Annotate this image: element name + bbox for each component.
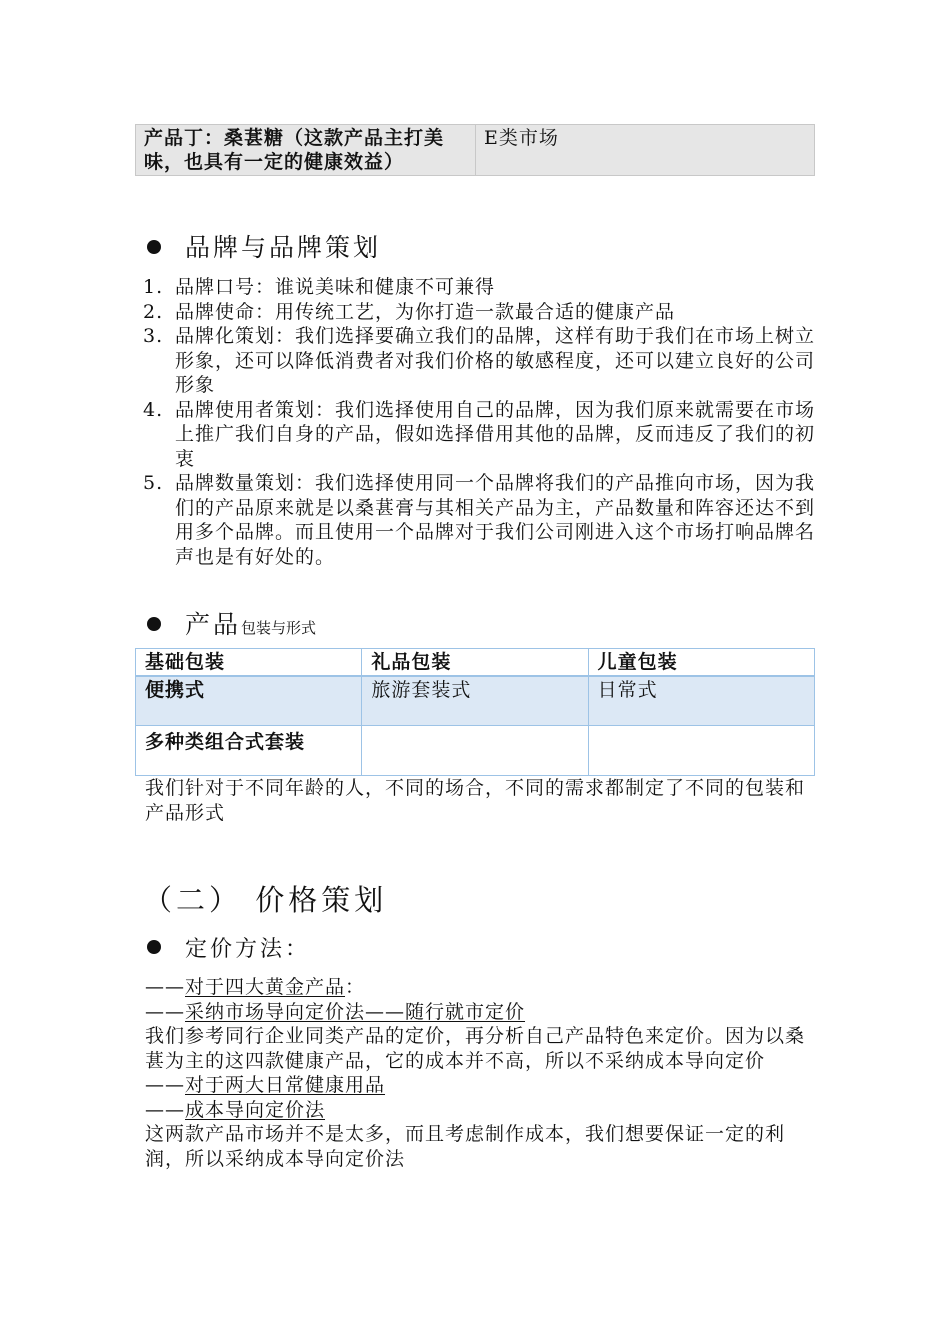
heading-text: 产品 [185,610,242,639]
table-cell [588,726,814,776]
list-number: 5. [143,472,164,494]
dash-prefix: —— [145,1000,185,1023]
heading-subtext: 包装与形式 [241,619,317,637]
packaging-section-heading [147,610,316,643]
pricing-details [145,975,815,1171]
product-market-table [135,124,815,176]
table-row [136,726,815,776]
list-item [143,275,823,300]
bullet-icon [147,940,161,954]
group1-label-text: 对于四大黄金产品 [185,976,346,998]
list-text: 品牌使用者策划：我们选择使用自己的品牌，因为我们原来就需要在市场上推广我们自身的产品，假如选择借用其他的品牌，反而违反了我们的初衷 [175,398,816,470]
column-header: 儿童包装 [588,649,814,677]
column-header: 礼品包装 [362,649,588,677]
list-number: 1. [143,276,164,298]
table-cell: 多种类组合式套装 [136,726,362,776]
group1-method-text: 采纳市场导向定价法——随行就市定价 [185,1000,526,1023]
brand-strategy-list [143,275,823,569]
product-name-cell: 产品丁：桑葚糖（这款产品主打美味，也具有一定的健康效益） [136,125,476,176]
bullet-icon [147,617,161,631]
packaging-table [135,648,815,776]
group1-text: 我们参考同行企业同类产品的定价，再分析自己产品特色来定价。因为以桑葚为主的这四款健康产品，它的成本并不高，所以不采纳成本导向定价 [145,1025,806,1072]
group2-method [145,1098,815,1123]
colon-suffix: ： [345,976,366,998]
price-section-title: （二） 价格策划 [143,883,388,917]
list-text: 品牌数量策划：我们选择使用同一个品牌将我们的产品推向市场，因为我们的产品原来就是以桑葚膏与其相关产品为主，产品数量和阵容还达不到用多个品牌。而且使用一个品牌对于我们公司刚进入这个市场打响品牌名声也是有好处的。 [175,472,816,568]
table-cell: 日常式 [588,676,814,726]
table-row [136,676,815,726]
list-number: 3. [143,325,164,347]
group1-method [145,1000,815,1025]
table-cell: 便携式 [136,676,362,726]
group1-label [145,975,815,1000]
heading-text: 品牌与品牌策划 [185,233,382,262]
list-text: 品牌口号：谁说美味和健康不可兼得 [175,276,496,298]
table-cell [362,726,588,776]
table-cell: 旅游套装式 [362,676,588,726]
list-item [143,398,823,472]
market-cell: E类市场 [476,125,815,176]
pricing-method-heading [147,935,310,965]
list-text: 品牌化策划：我们选择要确立我们的品牌，这样有助于我们在市场上树立形象，还可以降低消费者对我们价格的敏感程度，还可以建立良好的公司形象 [175,325,816,396]
list-item [143,324,823,398]
group2-method-text: 成本导向定价法 [185,1098,326,1121]
bullet-icon [147,240,161,254]
list-number: 2. [143,300,164,323]
group2-label [145,1073,815,1098]
brand-section-heading [147,233,381,263]
dash-prefix: —— [145,976,185,998]
column-header: 基础包装 [136,649,362,677]
group2-text: 这两款产品市场并不是太多，而且考虑制作成本，我们想要保证一定的利润，所以采纳成本导向定价法 [145,1123,786,1170]
group2-label-text: 对于两大日常健康用品 [185,1074,386,1096]
table-header-row [136,649,815,677]
dash-prefix: —— [145,1098,185,1121]
list-number: 4. [143,398,164,421]
heading-text: 定价方法： [185,937,311,962]
list-text: 品牌使命：用传统工艺，为你打造一款最合适的健康产品 [175,300,676,323]
list-item [143,471,823,569]
list-item [143,300,823,325]
dash-prefix: —— [145,1074,185,1096]
table-row [136,125,815,176]
packaging-note: 我们针对于不同年龄的人，不同的场合，不同的需求都制定了不同的包装和产品形式 [145,777,806,824]
